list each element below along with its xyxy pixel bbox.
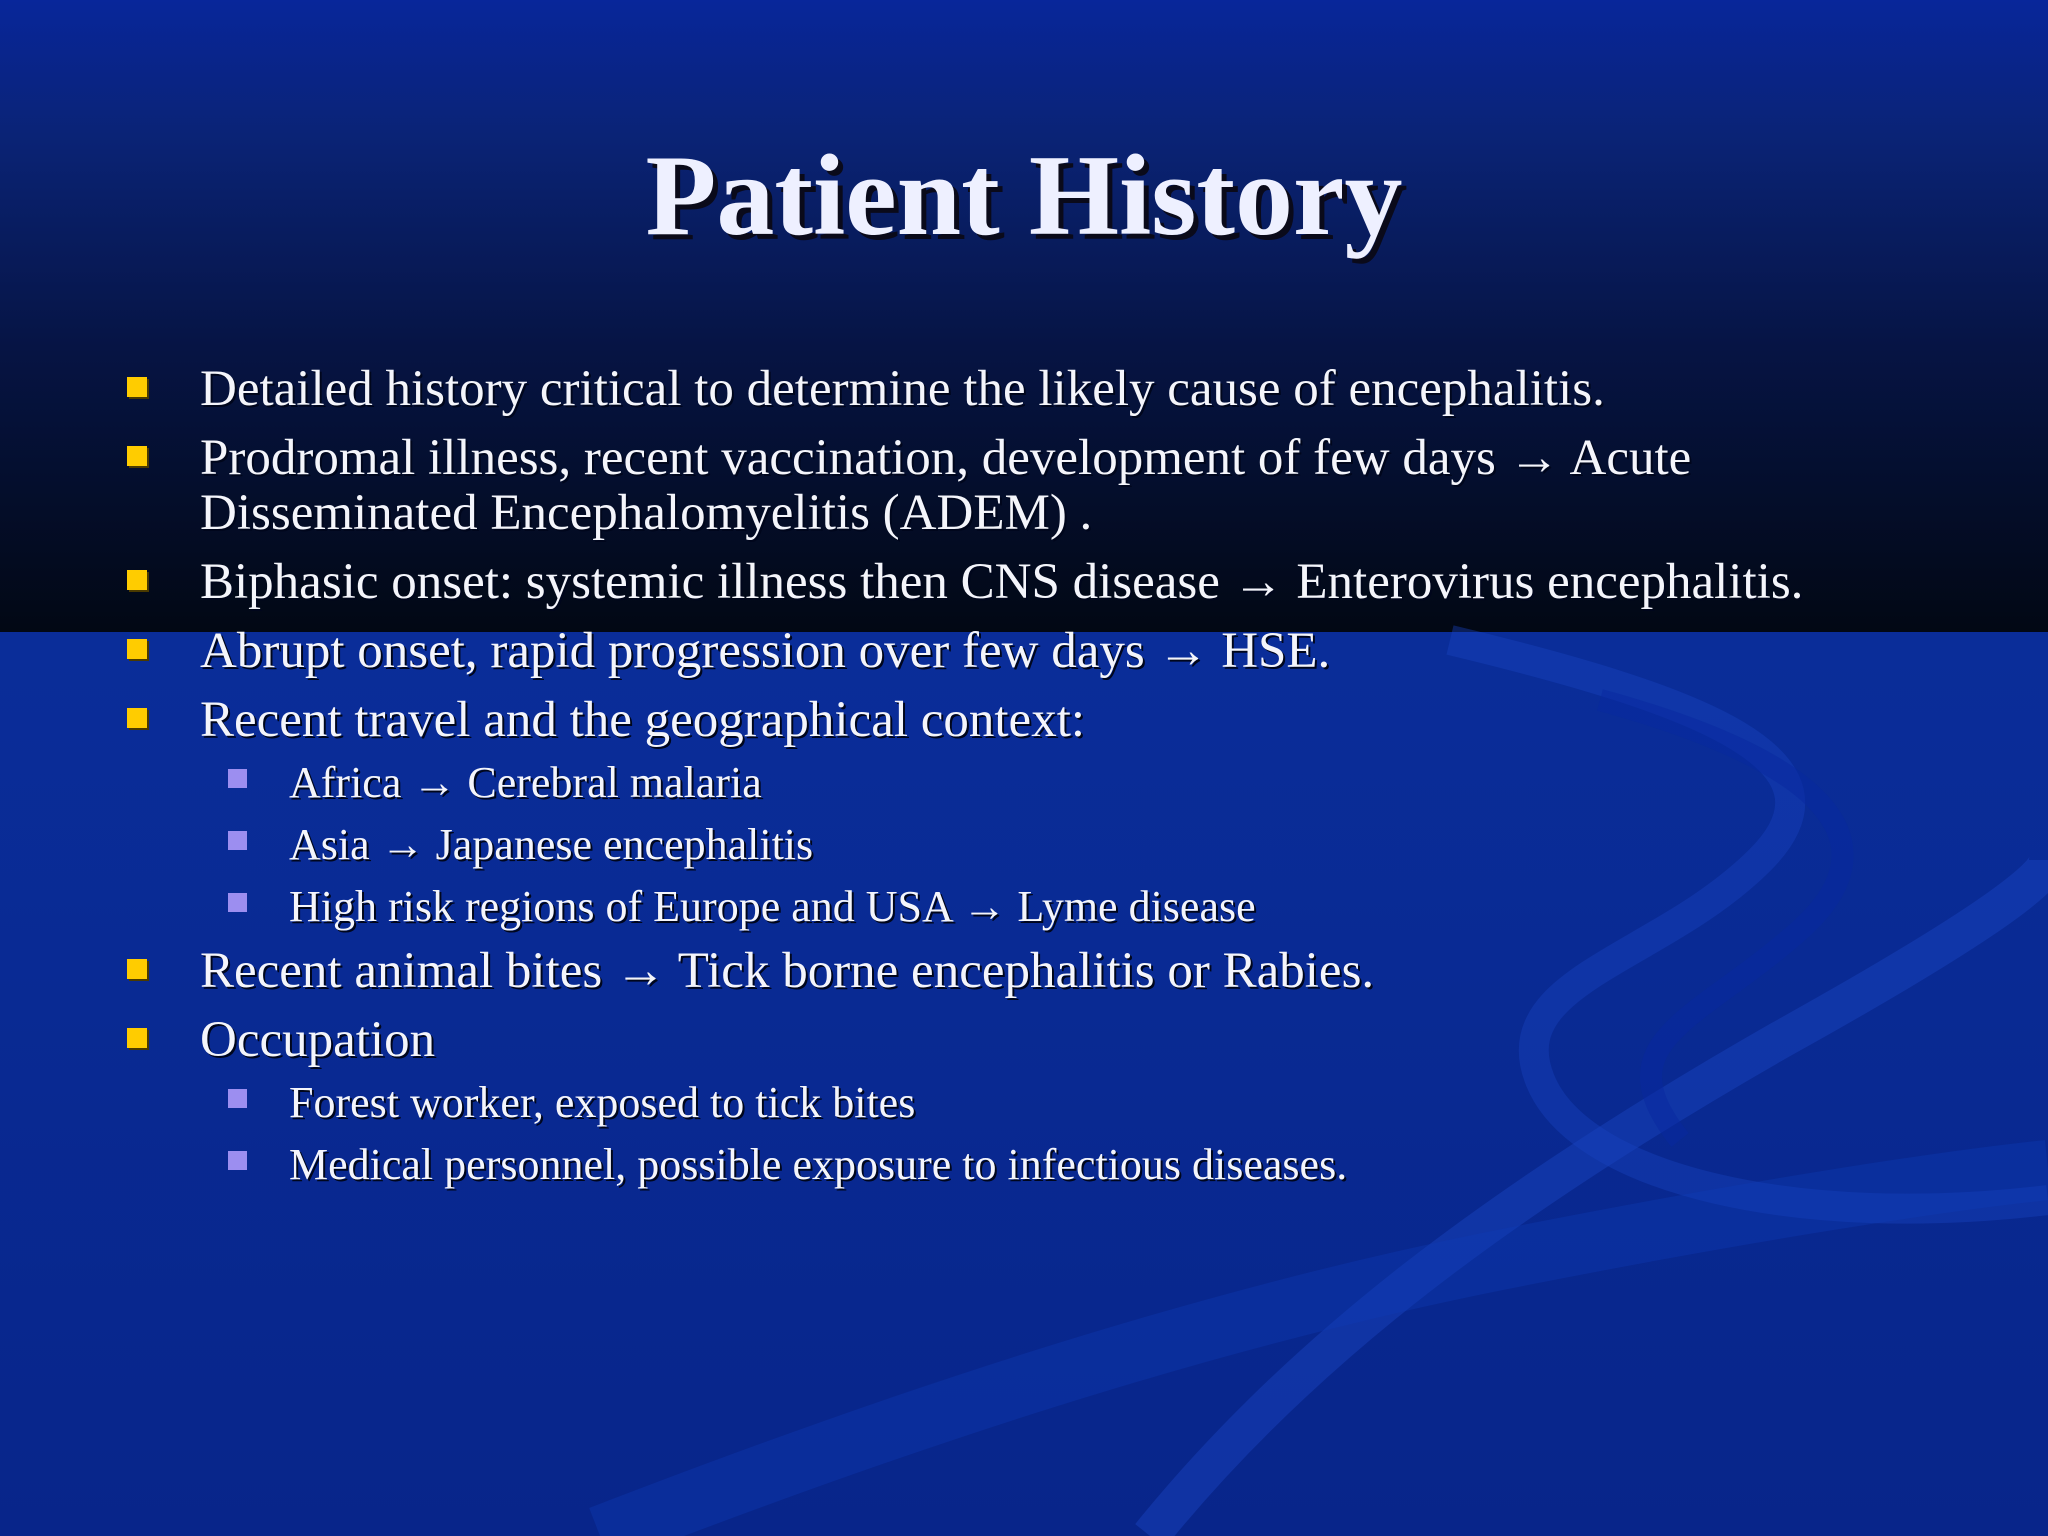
bullet-item xyxy=(0,624,1960,679)
square-bullet-icon xyxy=(127,959,147,979)
sub-bullet-item xyxy=(0,820,1969,870)
square-sub-bullet-icon xyxy=(228,1089,247,1108)
bullet-item xyxy=(0,944,1960,999)
bullet-item xyxy=(0,693,1960,748)
square-sub-bullet-icon xyxy=(228,893,247,912)
bullet-item xyxy=(0,431,1960,541)
sub-bullet-text: Africa → Cerebral malaria xyxy=(289,758,762,807)
bullet-text: Occupation xyxy=(200,1012,436,1068)
square-sub-bullet-icon xyxy=(228,769,247,788)
sub-bullet-text: Medical personnel, possible exposure to infectious diseases. xyxy=(289,1140,1348,1189)
sub-bullet-item xyxy=(0,1140,1969,1190)
sub-bullet-text: Forest worker, exposed to tick bites xyxy=(289,1078,916,1127)
bullet-text: Biphasic onset: systemic illness then CNS disease → Enterovirus encephalitis. xyxy=(200,554,1804,610)
square-bullet-icon xyxy=(127,377,147,397)
square-bullet-icon xyxy=(127,639,147,659)
square-bullet-icon xyxy=(127,708,147,728)
bullet-item xyxy=(0,1013,1960,1068)
square-bullet-icon xyxy=(127,570,147,590)
bullet-text: Abrupt onset, rapid progression over few days → HSE. xyxy=(200,623,1331,679)
square-bullet-icon xyxy=(127,446,147,466)
bullet-item xyxy=(0,362,1960,417)
slide-title: Patient History xyxy=(645,132,1403,260)
sub-bullet-text: Asia → Japanese encephalitis xyxy=(289,820,814,869)
square-bullet-icon xyxy=(127,1028,147,1048)
sub-bullet-item xyxy=(0,1078,1969,1128)
sub-bullet-item xyxy=(0,882,1969,932)
bullet-text: Detailed history critical to determine the likely cause of encephalitis. xyxy=(200,361,1605,417)
sub-bullet-text: High risk regions of Europe and USA → Lyme disease xyxy=(289,882,1256,931)
bullet-list xyxy=(0,362,2048,1202)
square-sub-bullet-icon xyxy=(228,831,247,850)
bullet-text: Prodromal illness, recent vaccination, development of few days → Acute Disseminated Encephalomyelitis (ADEM) . xyxy=(200,430,1692,541)
square-sub-bullet-icon xyxy=(228,1151,247,1170)
bullet-item xyxy=(0,555,1960,610)
bullet-text: Recent travel and the geographical context: xyxy=(200,692,1086,748)
bullet-text: Recent animal bites → Tick borne encephalitis or Rabies. xyxy=(200,943,1375,999)
sub-bullet-item xyxy=(0,758,1969,808)
